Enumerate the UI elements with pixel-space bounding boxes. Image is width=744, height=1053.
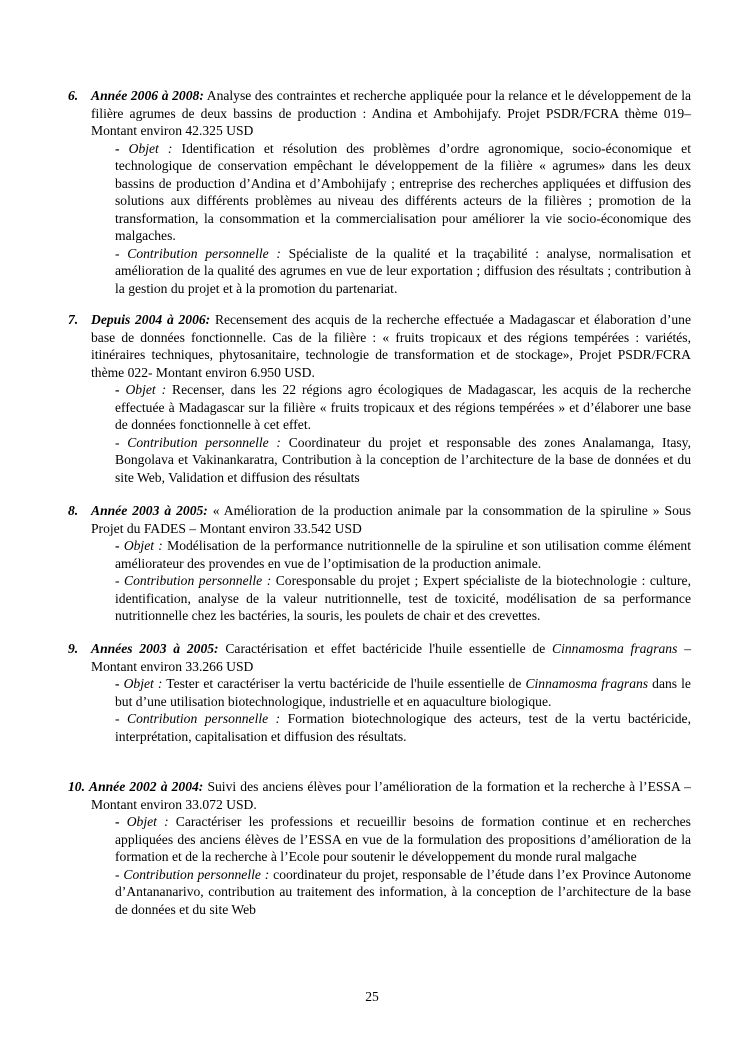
contribution-label: Contribution personnelle : [124, 573, 272, 588]
contribution-label: Contribution personnelle : [127, 711, 281, 726]
entry-10 [68, 778, 691, 918]
entry-number: 8. [68, 503, 79, 518]
objet-label: Objet : [125, 382, 167, 397]
page-number: 25 [365, 989, 379, 1004]
entry-6 [68, 87, 691, 297]
species-name: Cinnamosma fragrans [552, 641, 678, 656]
species-name: Cinnamosma fragrans [525, 676, 649, 691]
contribution-paragraph: - Contribution personnelle : coordinateur du projet, responsable de l’étude dans l’ex Province Autonome d’Antananarivo, contribution au traitement des information, à la conception de l’architecture de la base de données et du site Web [115, 866, 691, 917]
entry-number: 9. [68, 641, 79, 656]
entry-date: Année 2006 à 2008: [91, 88, 204, 103]
contribution-text: Formation biotechnologique des acteurs, test de la vertu bactéricide, interprétation, capitalisation et diffusion des résultats. [115, 711, 691, 744]
objet-text: Identification et résolution des problèmes d’ordre agronomique, socio-économique et technologique de conservation empêchant le développement de la filière « agrumes» dans les deux bassins de production d’Andina et d’Ambohijafy ; entreprise des recherches appliquées et diffusion des solutions aux différents problèmes au niveau des différents acteurs de la filières ; promotion de la transformation, la consommation et la commercialisation pour améliorer la vie socio-économique des malgaches. [115, 140, 691, 243]
objet-label: Objet : [128, 140, 173, 156]
objet-paragraph: - Objet : Modélisation de la performance nutritionnelle de la spiruline et son utilisation comme élément améliorateur des provendes en vue de l’optimisation de la production animale. [115, 538, 691, 571]
objet-paragraph: - Objet : Recenser, dans les 22 régions agro écologiques de Madagascar, les acquis de la recherche effectuée à Madagascar sur la filière « fruits tropicaux et des régions tempérées » et d’élaborer une base de données fonctionnelle à cet effet. [115, 382, 691, 432]
entry-description: Recensement des acquis de la recherche effectuée a Madagascar et élaboration d’une base de données fonctionnelle. Cas de la filière : « fruits tropicaux et des régions tempérées : variétés, itinéraires techniques, phytosanitaire, technologie de transformation et de stockage», Projet PSDR/FCRA thème 022- Montant environ 6.950 USD. [91, 312, 692, 380]
contribution-label: Contribution personnelle : [127, 245, 281, 261]
objet-paragraph: - Objet : Caractériser les professions et recueillir besoins de formation continue et en recherches appliquées des anciens élèves de l’ESSA en vue de la formulation des propositions d’amélioration de la formation et de la recherche à l’Ecole pour soutenir le développement du monde rural malgache [115, 814, 691, 864]
contribution-label: Contribution personnelle : [123, 866, 270, 882]
entry-description: Suivi des anciens élèves pour l’amélioration de la formation et la recherche à l’ESSA – Montant environ 33.072 USD. [91, 779, 691, 812]
entry-amount: – Montant environ 33.266 USD [91, 641, 691, 674]
entry-8 [68, 502, 691, 625]
entry-date: Depuis 2004 à 2006: [91, 312, 211, 327]
entry-heading [68, 87, 691, 140]
objet-text: Tester et caractériser la vertu bactéricide de l'huile essentielle de [166, 676, 522, 691]
contribution-paragraph: - Contribution personnelle : Formation biotechnologique des acteurs, test de la vertu bactéricide, interprétation, capitalisation et diffusion des résultats. [115, 711, 691, 744]
objet-text: Recenser, dans les 22 régions agro écologiques de Madagascar, les acquis de la recherche effectuée à Madagascar sur la filière « fruits tropicaux et des régions tempérées » et d’élaborer une base de données fonctionnelle à cet effet. [115, 382, 691, 432]
entry-date: Année 2002 à 2004: [89, 779, 204, 794]
entry-description: Caractérisation et effet bactéricide l'huile essentielle de [225, 641, 546, 656]
entry-date: Années 2003 à 2005: [91, 641, 219, 656]
contribution-text: Coresponsable du projet ; Expert spécialiste de la biotechnologie : culture, identification, analyse de la valeur nutritionnelle, test de toxicité, modélisation de sa performance nutritionnelle chez les bactéries, la souris, les poulets de chair et des crevettes. [115, 573, 691, 623]
objet-label: Objet : [123, 538, 163, 553]
contribution-text: Coordinateur du projet et responsable des zones Analamanga, Itasy, Bongolava et Vakinankaratra, Contribution à la conception de l’architecture de la base de données et du site Web, Validation et diffusion des résultats [115, 434, 691, 485]
objet-label: Objet : [123, 676, 163, 691]
entry-heading [68, 640, 691, 675]
contribution-text: Spécialiste de la qualité et la traçabilité : analyse, normalisation et amélioration de la qualité des agrumes en vue de leur exportation ; diffusion des résultats ; contribution à la gestion du projet et à la promotion du partenariat. [115, 245, 691, 296]
entry-9 [68, 640, 691, 745]
entry-date: Année 2003 à 2005: [91, 503, 208, 518]
contribution-paragraph: - Contribution personnelle : Coresponsable du projet ; Expert spécialiste de la biotechnologie : culture, identification, analyse de la valeur nutritionnelle, test de toxicité, modélisation de sa performance nutritionnelle chez les bactéries, la souris, les poulets de chair et des crevettes. [115, 573, 691, 623]
entry-description: « Amélioration de la production animale par la consommation de la spiruline » Sous Projet du FADES – Montant environ 33.542 USD [91, 503, 691, 536]
entry-heading [68, 778, 691, 813]
contribution-label: Contribution personnelle : [127, 434, 281, 450]
entry-heading [68, 502, 691, 537]
entry-heading [68, 311, 691, 381]
entry-number: 6. [68, 88, 79, 103]
objet-paragraph: - Objet : Identification et résolution des problèmes d’ordre agronomique, socio-économique et technologique de conservation empêchant le développement de la filière « agrumes» dans les deux bassins de production d’Andina et d’Ambohijafy ; entreprise des recherches appliquées et diffusion des solutions aux différents problèmes au niveau des différents acteurs de la filières ; promotion de la transformation, la consommation et la commercialisation pour améliorer la vie socio-économique des malgaches. [115, 140, 691, 243]
objet-label: Objet : [126, 814, 169, 829]
entry-number: 10. [68, 779, 85, 794]
objet-text-continued: dans le but d’une utilisation biotechnologique, industrielle et en aquaculture biologique. [115, 676, 691, 709]
objet-paragraph: - Objet : Tester et caractériser la vertu bactéricide de l'huile essentielle de Cinnamosma fragrans dans le but d’une utilisation biotechnologique, industrielle et en aquaculture biologique. [115, 676, 691, 709]
objet-text: Modélisation de la performance nutritionnelle de la spiruline et son utilisation comme élément améliorateur des provendes en vue de l’optimisation de la production animale. [115, 538, 691, 571]
contribution-text: coordinateur du projet, responsable de l’étude dans l’ex Province Autonome d’Antananarivo, contribution au traitement des information, à la conception de l’architecture de la base de données et du site Web [115, 866, 691, 917]
contribution-paragraph: - Contribution personnelle : Coordinateur du projet et responsable des zones Analamanga, Itasy, Bongolava et Vakinankaratra, Contribution à la conception de l’architecture de la base de données et du site Web, Validation et diffusion des résultats [115, 434, 691, 485]
contribution-paragraph: - Contribution personnelle : Spécialiste de la qualité et la traçabilité : analyse, normalisation et amélioration de la qualité des agrumes en vue de leur exportation ; diffusion des résultats ; contribution à la gestion du projet et à la promotion du partenariat. [115, 245, 691, 296]
entry-description: Analyse des contraintes et recherche appliquée pour la relance et le développement de la filière agrumes de deux bassins de production : Andina et Ambohijafy. Projet PSDR/FCRA thème 019– Montant environ 42.325 USD [91, 88, 692, 138]
entry-number: 7. [68, 312, 79, 327]
entry-7 [68, 311, 691, 486]
objet-text: Caractériser les professions et recueillir besoins de formation continue et en recherches appliquées des anciens élèves de l’ESSA en vue de la formulation des propositions d’amélioration de la formation et de la recherche à l’Ecole pour soutenir le développement du monde rural malgache [115, 814, 691, 864]
